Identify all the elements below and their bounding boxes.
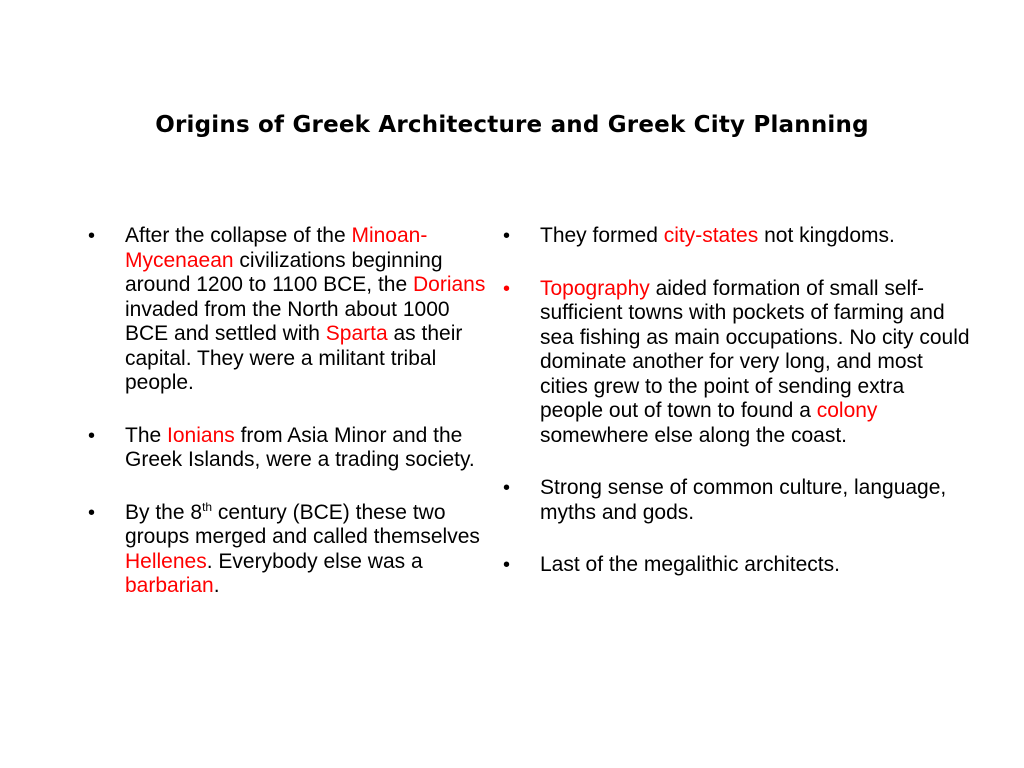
bullet-text: as their capital. They were a militant tribal people. xyxy=(125,322,463,394)
bullet-item xyxy=(503,553,973,578)
left-column xyxy=(88,224,490,599)
bullet-marker: • xyxy=(503,277,511,300)
highlighted-term: Ionians xyxy=(167,423,235,447)
highlighted-term: Topography xyxy=(540,276,650,300)
bullet-text: Strong sense of common culture, language, myths and gods. xyxy=(540,476,947,524)
bullet-text: They formed xyxy=(540,224,664,247)
highlighted-term: Minoan-Mycenaean xyxy=(125,224,428,272)
bullet-marker: • xyxy=(503,225,511,247)
bullet-text: Last of the megalithic architects. xyxy=(540,553,840,576)
bullet-text: By the 8 xyxy=(125,500,203,524)
bullet-text: century (BCE) these two groups merged and called themselves xyxy=(125,500,480,548)
bullet-text: invaded from the North about 1000 BCE and settled with xyxy=(125,297,450,345)
superscript-text: th xyxy=(202,499,213,514)
right-bullet-list xyxy=(503,224,973,578)
bullet-item xyxy=(88,224,490,396)
bullet-item xyxy=(503,476,973,525)
bullet-item xyxy=(88,424,490,473)
bullet-text: civilizations beginning around 1200 to 1100 BCE, the xyxy=(125,248,443,296)
bullet-text: After the collapse of the xyxy=(125,224,352,247)
right-column xyxy=(503,224,973,578)
bullet-text: . Everybody else was a xyxy=(206,549,423,573)
bullet-item xyxy=(88,501,490,599)
bullet-text: somewhere else along the coast. xyxy=(540,423,848,447)
bullet-text: aided formation of small self-sufficient towns with pockets of farming and sea fishing as main occupations. No city could dominate another for very long, and most cities grew to the point of sending extra people out of town to found a xyxy=(540,276,970,422)
bullet-text: The xyxy=(125,423,168,447)
bullet-text: not kingdoms. xyxy=(758,224,895,247)
highlighted-term: Dorians xyxy=(413,273,486,296)
left-bullet-list xyxy=(88,224,490,599)
highlighted-term: barbarian xyxy=(125,574,214,597)
bullet-marker: • xyxy=(88,424,96,447)
highlighted-term: Sparta xyxy=(325,322,388,345)
bullet-marker: • xyxy=(503,554,511,576)
highlighted-term: Hellenes xyxy=(125,549,207,573)
bullet-marker: • xyxy=(88,225,96,247)
bullet-marker: • xyxy=(88,501,96,524)
highlighted-term: colony xyxy=(816,399,878,422)
bullet-marker: • xyxy=(503,477,511,499)
slide-title: Origins of Greek Architecture and Greek City Planning xyxy=(155,112,869,138)
bullet-item xyxy=(503,277,973,449)
bullet-item xyxy=(503,224,973,249)
highlighted-term: city-states xyxy=(663,224,759,247)
bullet-text: . xyxy=(213,574,220,597)
bullet-text: from Asia Minor and the Greek Islands, were a trading society. xyxy=(125,423,475,471)
